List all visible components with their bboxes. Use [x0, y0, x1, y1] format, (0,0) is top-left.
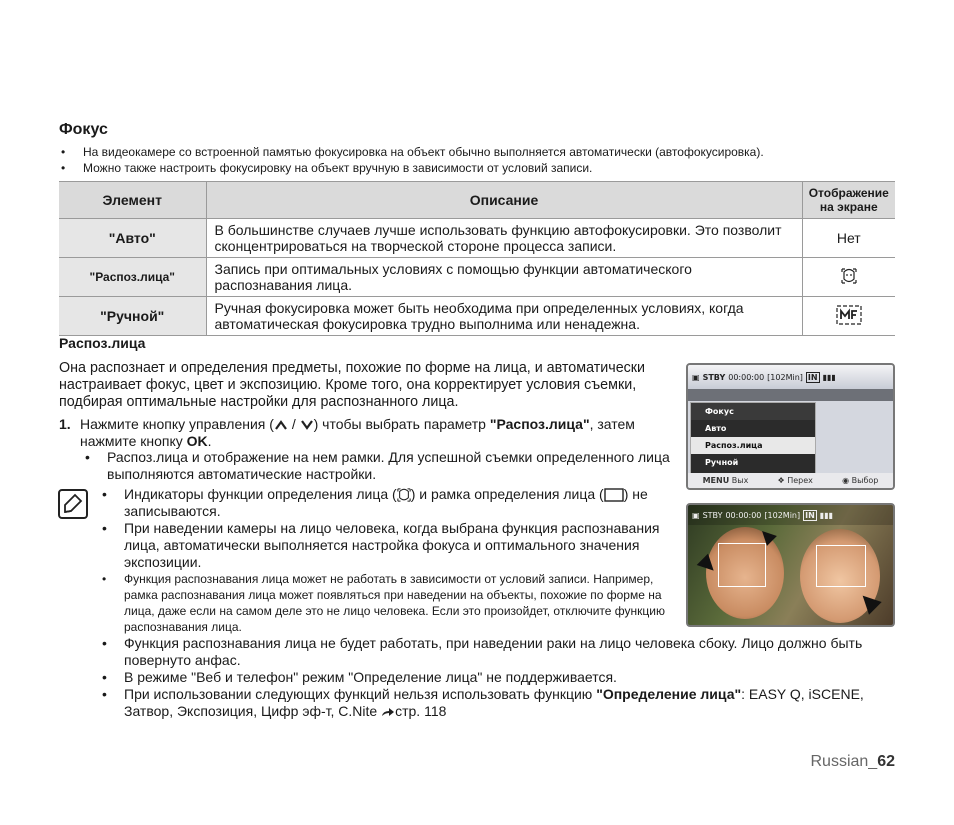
- camera-face-screen: [686, 503, 895, 627]
- status-bar: ▣ STBY 00:00:00 [102Min] IN ▮▮▮: [688, 365, 893, 389]
- row-display: Нет: [802, 219, 895, 258]
- intro-list: [59, 144, 899, 176]
- section-title: Фокус: [59, 121, 108, 138]
- row-desc: Запись при оптимальных условиях с помощью функции автоматического распознавания лица.: [206, 258, 802, 297]
- step-bullet: • Распоз.лица и отображение на нем рамки. Для успешной съемки определенного лица выполняются автоматические настройки.: [85, 449, 685, 483]
- status-bar: ▣ STBY 00:00:00 [102Min] IN ▮▮▮: [688, 505, 893, 525]
- note-item: • Функция распознавания лица может не работать в зависимости от условий записи. Например, рамка распознавания лица может появляться при наведении на объекты, похожие по форме на лица, даже если на самом деле это не лицо человека. Если это произойдет, отключите функцию распознавания лица.: [100, 571, 690, 635]
- battery-icon: ▮▮▮: [819, 510, 834, 520]
- menu-footer: MENU Вых ❖ Перех ◉ Выбор: [688, 473, 893, 488]
- icon-bar: [688, 389, 893, 401]
- face-paragraph: Она распознает и определения предметы, похожие по форме на лица, и автоматически настраивает фокус, цвет и экспозицию. Кроме того, она корректирует условия съемки, подбирая оптимальные настройки для распознанного лица.: [59, 360, 646, 410]
- note-item: • В режиме "Веб и телефон" режим "Определение лица" не поддерживается.: [100, 669, 895, 686]
- menu-item-manual[interactable]: Ручной: [705, 458, 739, 467]
- face-detect-icon: [841, 267, 857, 285]
- sub-title: Распоз.лица: [59, 335, 146, 351]
- face-frame-icon: [604, 488, 624, 502]
- battery-icon: ▮▮▮: [822, 372, 836, 382]
- row-item: "Ручной": [59, 297, 206, 336]
- camera-icon: ▣: [692, 510, 700, 520]
- row-desc: В большинстве случаев лучше использовать функцию автофокусировки. Это позволит сконцентрироваться на творческой стороне процесса записи.: [206, 219, 802, 258]
- camera-menu-screen: [686, 363, 895, 490]
- header-desc: Описание: [206, 182, 802, 219]
- face-detect-icon: [397, 487, 411, 503]
- intro-item: • На видеокамере со встроенной памятью фокусировка на объект обычно выполняется автоматически (автофокусировка).: [59, 144, 899, 160]
- face-frame: [718, 543, 766, 587]
- camera-icon: ▣: [692, 372, 700, 382]
- row-display: [802, 258, 895, 297]
- up-arrow-icon: [274, 419, 288, 431]
- note-item: • Индикаторы функции определения лица ( ) и рамка определения лица ( ) не записываются.: [100, 486, 680, 520]
- row-item: "Распоз.лица": [59, 258, 206, 297]
- header-display: Отображение на экране: [802, 182, 895, 219]
- focus-table: [59, 181, 895, 336]
- menu-item-auto[interactable]: Авто: [705, 424, 727, 433]
- step-1: 1. Нажмите кнопку управления ( / ) чтобы выбрать параметр "Распоз.лица", затем нажмите кнопку OK.: [59, 416, 635, 449]
- row-display: [802, 297, 895, 336]
- note-item: • При наведении камеры на лицо человека, когда выбрана функция распознавания лица, автоматически выполняется настройка фокуса и оптимального значения экспозиции.: [100, 520, 680, 571]
- face-frame: [816, 545, 866, 587]
- note-item: • При использовании следующих функций нельзя использовать функцию "Определение лица": EASY Q, iSCENE, Затвор, Экспозиция, Цифр эф-т, C.Nite стр. 118: [100, 686, 895, 720]
- table-row: [59, 297, 895, 336]
- table-row: [59, 219, 895, 258]
- step-number: 1.: [59, 416, 71, 432]
- table-row: [59, 258, 895, 297]
- row-item: "Авто": [59, 219, 206, 258]
- note-item: • Функция распознавания лица не будет работать, при наведении раки на лицо человека сбоку. Лицо должно быть повернуто анфас.: [100, 635, 895, 669]
- header-item: Элемент: [59, 182, 206, 219]
- page-ref-arrow-icon: [381, 708, 395, 718]
- page-footer: Russian_62: [810, 753, 895, 770]
- intro-item: • Можно также настроить фокусировку на объект вручную в зависимости от условий записи.: [59, 160, 899, 176]
- focus-menu: [690, 402, 816, 474]
- down-arrow-icon: [300, 419, 314, 431]
- manual-focus-icon: [835, 304, 863, 326]
- row-desc: Ручная фокусировка может быть необходима при определенных условиях, когда автоматическая фокусировка трудно выполнима или ненадежна.: [206, 297, 802, 336]
- menu-item-face-detect[interactable]: Распоз.лица: [691, 437, 815, 454]
- note-icon: [58, 489, 88, 519]
- menu-title: Фокус: [691, 403, 815, 420]
